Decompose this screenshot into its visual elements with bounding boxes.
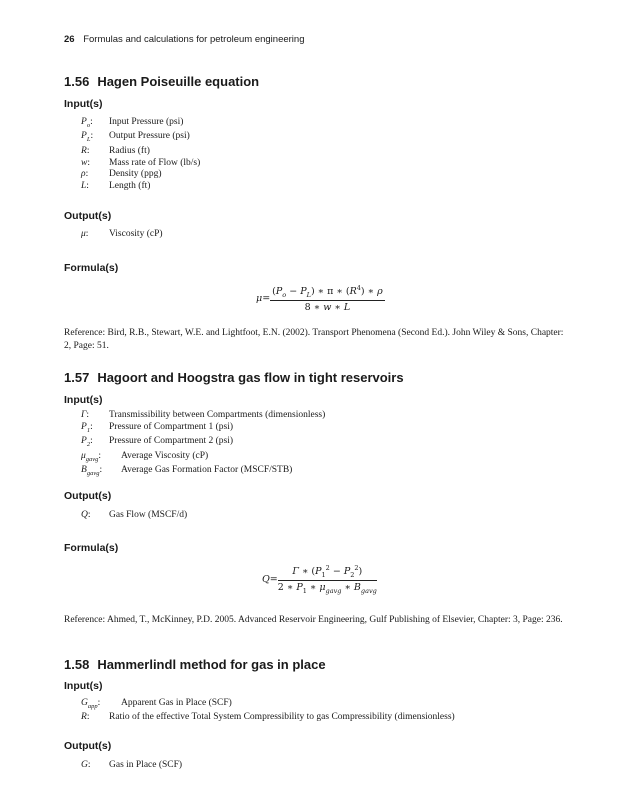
variable-row [81,181,581,193]
variable-row [81,436,581,450]
variable-list [64,229,581,241]
variable-symbol: L: [81,180,89,191]
variable-description: Apparent Gas in Place (SCF) [121,698,232,708]
variable-symbol: $B_{gavg}$: [81,465,103,477]
variable-row [81,510,581,522]
variable-description: Density (ppg) [109,169,162,180]
variable-symbol: w: [81,157,90,168]
variable-list [64,760,581,772]
variable-row [81,698,581,712]
variable-description: Mass rate of Flow (lb/s) [109,157,201,168]
variable-description: Transmissibility between Compartments (dimensionless) [109,410,326,420]
variable-symbol: $P_1$: [81,421,93,434]
section-number: 1.58 [64,657,90,672]
formula-hagen-poiseuille: μ= $\frac{(P_o - P_L) ∗ \pi ∗ (R^4) ∗ \rho}{8 ∗ w ∗ L}$ [256,284,383,314]
section-1-57-title [64,369,564,387]
section-1-56-title [64,73,564,91]
variable-description: Gas Flow (MSCF/d) [109,510,188,520]
variable-symbol: $\mu_{gavg}$: [81,450,102,463]
variable-symbol: $P_o$: [81,117,93,129]
page-number: 26 [64,34,75,45]
reference: Reference: Bird, R.B., Stewart, W.E. and Lightfoot, E.N. (2002). Transport Phenomena (Second Ed.). John Wiley & Sons, Chapter: 2, Page: 51. [64,328,564,351]
variable-list [64,117,581,192]
variable-row [81,422,581,436]
variable-description: Output Pressure (psi) [109,131,190,142]
variable-row [81,158,581,170]
variable-symbol: Γ: [81,410,90,420]
variable-row [81,117,581,131]
variable-description: Viscosity (cP) [109,229,163,239]
inputs-heading: Input(s) [64,98,103,110]
section-number: 1.57 [64,370,90,385]
outputs-heading: Output(s) [64,210,112,222]
running-title: Formulas and calculations for petroleum engineering [83,34,305,45]
variable-description: Input Pressure (psi) [109,117,184,127]
variable-row [81,131,581,145]
variable-list [64,510,581,522]
section-number: 1.56 [64,74,90,89]
variable-symbol: G: [81,760,91,770]
variable-list [64,698,581,724]
variable-description: Length (ft) [109,180,151,191]
variable-list [64,410,581,480]
variable-description: Pressure of Compartment 1 (psi) [109,421,234,432]
variable-symbol: R: [81,712,90,723]
outputs-heading: Output(s) [64,490,112,502]
variable-row [81,410,581,422]
variable-row [81,229,581,241]
section-title: Hagoort and Hoogstra gas flow in tight reservoirs [97,370,404,385]
variable-row [81,712,581,724]
variable-description: Gas in Place (SCF) [109,760,183,770]
formula-heading: Formula(s) [64,262,119,274]
page-header [64,34,304,45]
section-title: Hammerlindl method for gas in place [97,657,326,672]
variable-description: Pressure of Compartment 2 (psi) [109,436,234,447]
variable-description: Average Gas Formation Factor (MSCF/STB) [121,465,293,476]
outputs-heading: Output(s) [64,740,112,752]
variable-description: Average Viscosity (cP) [121,450,209,461]
inputs-heading: Input(s) [64,680,103,692]
section-title: Hagen Poiseuille equation [97,74,260,89]
variable-symbol: $P_2$: [81,436,93,448]
variable-description: Ratio of the effective Total System Compressibility to gas Compressibility (dimensionless) [109,712,455,723]
variable-row [81,169,581,181]
inputs-heading: Input(s) [64,394,103,406]
variable-row [81,146,581,158]
variable-row [81,451,581,465]
variable-symbol: ρ: [81,169,89,180]
variable-symbol: Q: [81,510,91,520]
variable-symbol: μ: [81,229,89,239]
reference: Reference: Ahmed, T., McKinney, P.D. 2005. Advanced Reservoir Engineering, Gulf Publishing of Elsevier, Chapter: 3, Page: 236. [64,615,563,625]
variable-symbol: $P_L$: [81,131,94,144]
formula-hagoort-hoogstra: Q= $\frac{\Gamma ∗ (P_1^2 - P_2^2)}{2 ∗ P_1 ∗ \mu_{gavg} ∗ B_{gavg}}$ [262,564,377,595]
variable-description: Radius (ft) [109,145,150,156]
variable-symbol: $G_{app}$: [81,698,101,710]
variable-row [81,760,581,772]
formula-heading: Formula(s) [64,542,119,554]
variable-row [81,465,581,479]
variable-symbol: R: [81,145,90,156]
section-1-58-title [64,656,564,674]
